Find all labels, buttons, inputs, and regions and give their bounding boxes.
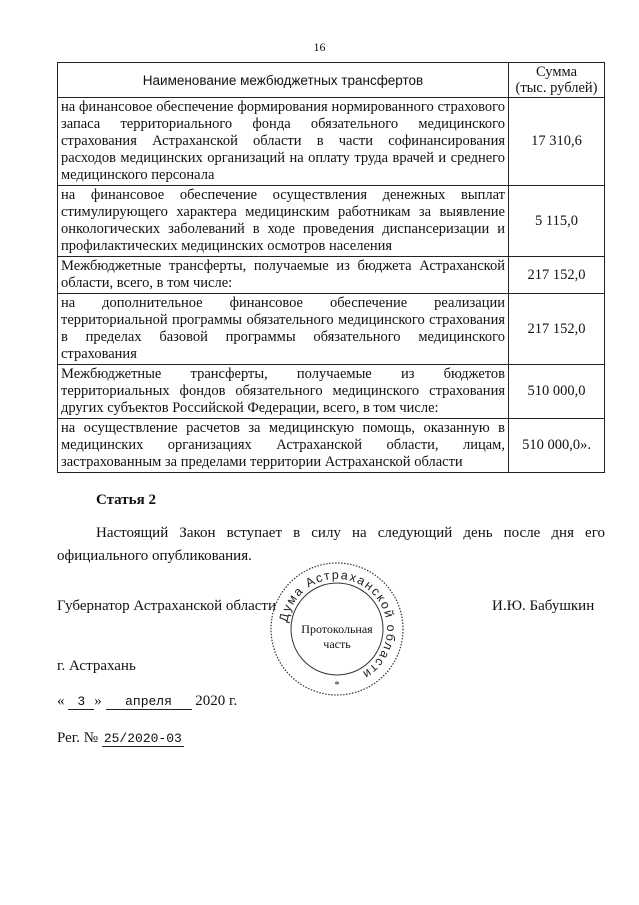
date-open-quote: « xyxy=(57,693,65,709)
table-header-row xyxy=(58,63,605,98)
stamp-center-line1: Протокольная xyxy=(301,622,373,636)
table-row xyxy=(58,419,605,473)
row-name: на финансовое обеспечение осуществления денежных выплат стимулирующего характера медицинским работникам за выявление онкологических заболеваний в ходе проведения диспансеризации и профилактических медицинских осмотров населения xyxy=(58,186,509,257)
header-sum-line2: (тыс. рублей) xyxy=(515,80,598,96)
stamp-center-line2: часть xyxy=(323,637,351,651)
row-name: на финансовое обеспечение формирования нормированного страхового запаса территориального фонда обязательного медицинского страхования Астраханской области в части софинансирования расходов медицинских организаций на оплату труда врачей и среднего медицинского персонала xyxy=(58,98,509,186)
row-name: на дополнительное финансовое обеспечение реализации территориальной программы обязательного медицинского страхования в пределах базовой программы обязательного медицинского страхования xyxy=(58,294,509,365)
row-sum: 17 310,6 xyxy=(509,98,605,186)
date-year: 2020 г. xyxy=(195,693,238,709)
governor-title: Губернатор Астраханской области xyxy=(57,598,277,614)
header-name: Наименование межбюджетных трансфертов xyxy=(58,63,509,98)
stamp-center-text xyxy=(292,622,382,652)
header-sum xyxy=(509,63,605,98)
row-sum: 217 152,0 xyxy=(509,257,605,294)
header-sum-line1: Сумма xyxy=(535,64,578,80)
row-name: Межбюджетные трансферты, получаемые из бюджета Астраханской области, всего, в том числе: xyxy=(58,257,509,294)
date-month: апреля xyxy=(106,695,192,710)
date-close-quote: » xyxy=(94,693,102,709)
row-sum: 217 152,0 xyxy=(509,294,605,365)
date-day: 3 xyxy=(68,695,94,710)
row-sum: 5 115,0 xyxy=(509,186,605,257)
table-row xyxy=(58,257,605,294)
registration-number: 25/2020-03 xyxy=(103,731,182,746)
page-number: 16 xyxy=(313,40,326,54)
table-row xyxy=(58,294,605,365)
table-row xyxy=(58,98,605,186)
row-name: на осуществление расчетов за медицинскую помощь, оказанную в медицинских организациях Астраханской области, лицам, застрахованным за пределами территории Астраханской области xyxy=(58,419,509,473)
row-name: Межбюджетные трансферты, получаемые из бюджетов территориальных фондов обязательного медицинского страхования других субъектов Российской Федерации, всего, в том числе: xyxy=(58,365,509,419)
table-row xyxy=(58,365,605,419)
row-sum: 510 000,0 xyxy=(509,365,605,419)
stamp-ring-text: Дума Астраханской области xyxy=(276,567,399,683)
article-title: Статья 2 xyxy=(96,492,156,508)
table-row xyxy=(58,186,605,257)
signing-date xyxy=(57,693,237,710)
stamp-star-icon: * xyxy=(334,680,340,691)
article-body: Настоящий Закон вступает в силу на следующий день после дня его официального опубликования. xyxy=(57,525,605,564)
registration xyxy=(57,730,184,747)
transfers-table xyxy=(57,62,605,473)
governor-name: И.Ю. Бабушкин xyxy=(492,598,595,614)
row-sum: 510 000,0». xyxy=(509,419,605,473)
city: г. Астрахань xyxy=(57,658,136,674)
registration-label: Рег. № xyxy=(57,730,99,746)
